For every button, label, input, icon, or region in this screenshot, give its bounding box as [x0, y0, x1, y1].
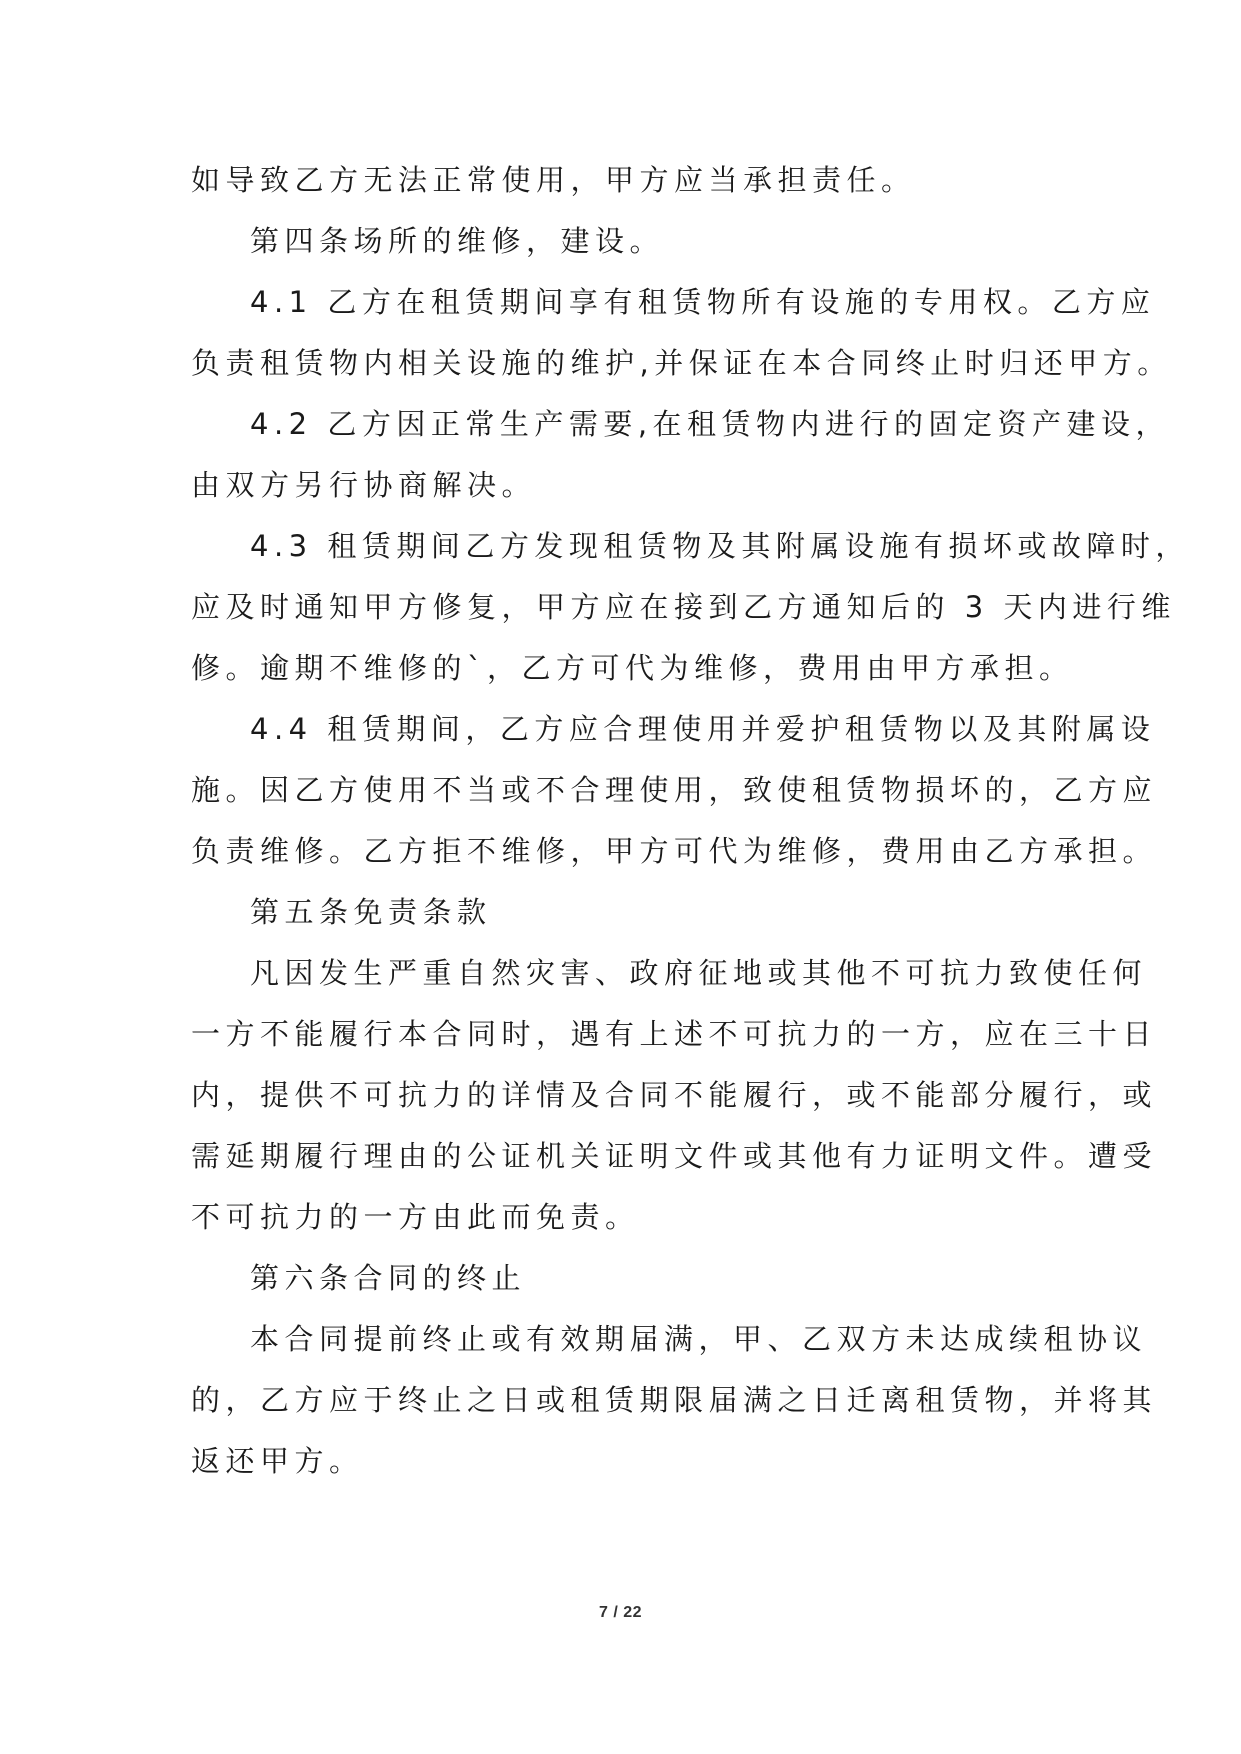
text-line: 凡因发生严重自然灾害、政府征地或其他不可抗力致使任何: [250, 956, 1148, 990]
text-line: 4.2 乙方因正常生产需要,在租赁物内进行的固定资产建设，: [250, 407, 1171, 441]
text-line: 返还甲方。: [191, 1444, 364, 1478]
text-line: 一方不能履行本合同时，遇有上述不可抗力的一方，应在三十日: [191, 1017, 1158, 1051]
text-line: 由双方另行协商解决。: [191, 468, 537, 502]
text-line: 负责租赁物内相关设施的维护,并保证在本合同终止时归还甲方。: [191, 346, 1172, 380]
section-heading: 第五条免责条款: [250, 895, 492, 929]
text-line: 4.4 租赁期间，乙方应合理使用并爱护租赁物以及其附属设: [250, 712, 1156, 746]
page-number: 7 / 22: [598, 1604, 643, 1621]
text-line: 4.3 租赁期间乙方发现租赁物及其附属设施有损坏或故障时，: [250, 529, 1190, 563]
text-line: 本合同提前终止或有效期届满，甲、乙双方未达成续租协议: [250, 1322, 1148, 1356]
section-heading: 第四条场所的维修，建设。: [250, 224, 665, 258]
text-line: 如导致乙方无法正常使用，甲方应当承担责任。: [191, 163, 916, 197]
text-line: 4.1 乙方在租赁期间享有租赁物所有设施的专用权。乙方应: [250, 285, 1156, 319]
text-line: 施。因乙方使用不当或不合理使用，致使租赁物损坏的，乙方应: [191, 773, 1158, 807]
text-line: 内，提供不可抗力的详情及合同不能履行，或不能部分履行，或: [191, 1078, 1158, 1112]
section-heading: 第六条合同的终止: [250, 1261, 527, 1295]
text-line: 负责维修。乙方拒不维修，甲方可代为维修，费用由乙方承担。: [191, 834, 1158, 868]
text-line: 不可抗力的一方由此而免责。: [191, 1200, 640, 1234]
text-line: 需延期履行理由的公证机关证明文件或其他有力证明文件。遭受: [191, 1139, 1158, 1173]
text-line: 的，乙方应于终止之日或租赁期限届满之日迁离租赁物，并将其: [191, 1383, 1158, 1417]
text-line: 修。逾期不维修的`，乙方可代为维修，费用由甲方承担。: [191, 651, 1074, 685]
text-line: 应及时通知甲方修复，甲方应在接到乙方通知后的 3 天内进行维: [191, 590, 1176, 624]
